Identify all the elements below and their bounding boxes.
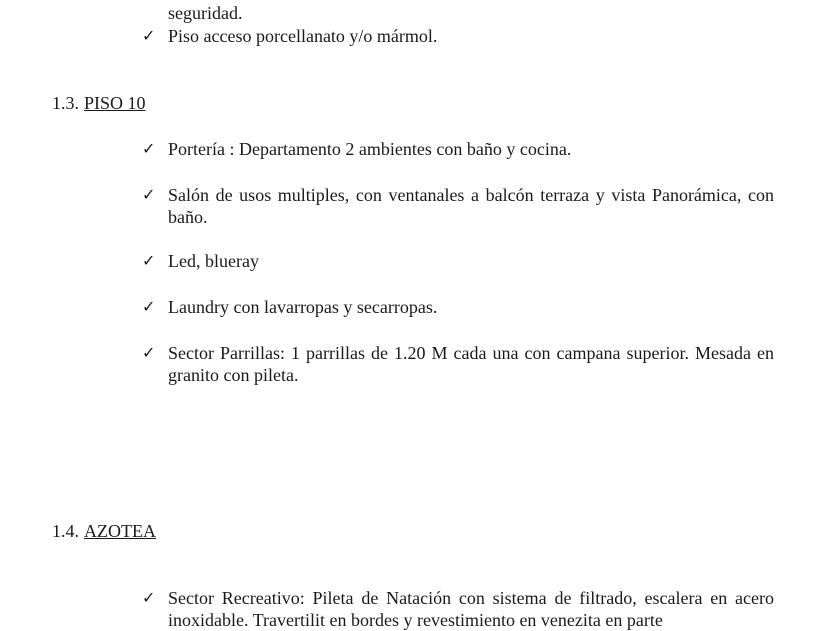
- check-icon: ✓: [142, 297, 156, 316]
- list-item: [142, 342, 774, 386]
- check-icon: ✓: [142, 588, 156, 607]
- section-number: 1.3.: [52, 93, 79, 113]
- check-icon: ✓: [142, 251, 156, 270]
- list-item-text: Salón de usos multiples, con ventanales a balcón terraza y vista Panorámica, con baño.: [168, 185, 774, 227]
- list-item-text: Piso acceso porcellanato y/o mármol.: [168, 26, 438, 46]
- check-icon: ✓: [142, 26, 156, 45]
- list-item-text: Portería : Departamento 2 ambientes con baño y cocina.: [168, 139, 572, 159]
- list-item: [142, 138, 774, 160]
- list-item: [142, 184, 774, 228]
- list-item-text: Laundry con lavarropas y secarropas.: [168, 297, 438, 317]
- section-title: AZOTEA: [84, 521, 156, 541]
- list-item-text: Sector Recreativo: Pileta de Natación con sistema de filtrado, escalera en acero inoxidable. Travertilit en bordes y revestimiento en venezita en parte: [168, 588, 774, 630]
- section-heading: [52, 92, 146, 114]
- check-icon: ✓: [142, 343, 156, 362]
- list-item-text: Led, blueray: [168, 251, 259, 271]
- list-item-text: Sector Parrillas: 1 parrillas de 1.20 M cada una con campana superior. Mesada en granito con pileta.: [168, 343, 774, 385]
- check-icon: ✓: [142, 139, 156, 158]
- continuation-text: seguridad.: [168, 3, 243, 23]
- list-item: [142, 296, 774, 318]
- list-item: [142, 587, 774, 631]
- section-heading: [52, 520, 156, 542]
- list-item: [142, 25, 774, 47]
- list-item: [142, 250, 774, 272]
- section-title: PISO 10: [84, 93, 146, 113]
- check-icon: ✓: [142, 185, 156, 204]
- section-number: 1.4.: [52, 521, 79, 541]
